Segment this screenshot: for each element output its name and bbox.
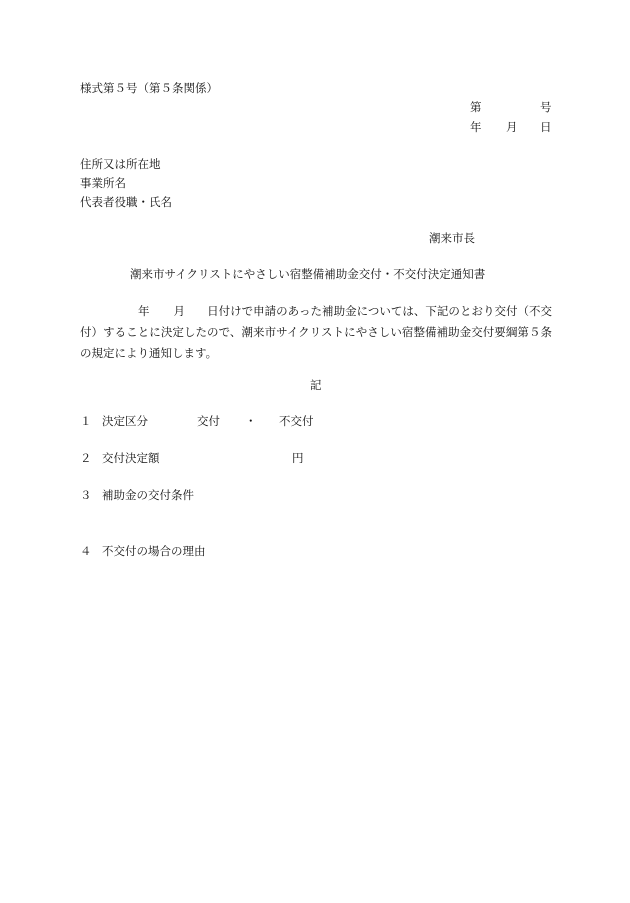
item-1-separator: ・ xyxy=(245,414,257,428)
office-label: 事業所名 xyxy=(80,176,126,190)
item-2-number: ２ xyxy=(80,451,92,465)
doc-number-prefix: 第 xyxy=(470,100,482,114)
item-1-option-nongrant: 不交付 xyxy=(279,414,314,428)
representative-label: 代表者役職・氏名 xyxy=(80,195,172,209)
doc-number-suffix: 号 xyxy=(540,100,552,114)
document-title: 潮来市サイクリストにやさしい宿整備補助金交付・不交付決定通知書 xyxy=(130,267,486,281)
item-3-label: 補助金の交付条件 xyxy=(102,488,194,502)
item-4-number: ４ xyxy=(80,544,92,558)
body-year: 年 xyxy=(138,304,150,318)
date-month: 月 xyxy=(506,120,518,134)
body-text: 日付けで申請のあった補助金については、下記のとおり交付（不交付）することに決定したので、潮来市サイクリストにやさしい宿整備補助金交付要綱第５条の規定により通知します。 xyxy=(80,304,553,360)
item-2-unit: 円 xyxy=(292,451,304,465)
date-year: 年 xyxy=(470,120,482,134)
body-paragraph xyxy=(80,301,552,364)
item-4-label: 不交付の場合の理由 xyxy=(102,544,206,558)
address-label: 住所又は所在地 xyxy=(80,157,161,171)
form-number: 様式第５号（第５条関係） xyxy=(80,81,218,95)
item-2-label: 交付決定額 xyxy=(102,451,160,465)
item-1-number: １ xyxy=(80,414,92,428)
ki-heading: 記 xyxy=(310,378,322,392)
item-1-label: 決定区分 xyxy=(102,414,148,428)
item-1-option-grant: 交付 xyxy=(197,414,220,428)
body-month: 月 xyxy=(173,304,186,318)
item-3-number: ３ xyxy=(80,488,92,502)
date-day: 日 xyxy=(540,120,552,134)
issuer: 潮来市長 xyxy=(429,231,475,245)
